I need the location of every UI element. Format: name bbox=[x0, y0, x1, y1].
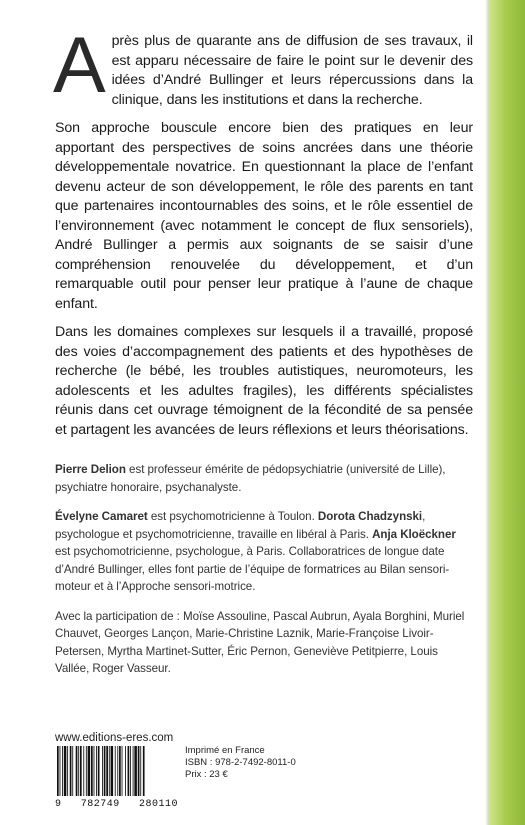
barcode-bar bbox=[111, 746, 114, 796]
barcode-bar bbox=[106, 746, 108, 796]
printed-in: Imprimé en France bbox=[185, 745, 265, 756]
camaret-bio-text: est psychomotricienne à Toulon. bbox=[147, 510, 318, 523]
barcode-bar bbox=[57, 746, 59, 796]
barcode-bar bbox=[80, 746, 82, 796]
drop-cap: A bbox=[53, 20, 106, 109]
barcode-bar bbox=[130, 746, 131, 796]
barcode-bar bbox=[104, 746, 106, 796]
barcode-bar bbox=[67, 746, 68, 796]
barcode-bar bbox=[83, 746, 84, 796]
barcode-bar bbox=[60, 746, 61, 796]
author-name-camaret: Évelyne Camaret bbox=[55, 510, 148, 523]
barcode-bar bbox=[102, 746, 103, 796]
barcode-bar bbox=[143, 746, 145, 796]
barcode-bar bbox=[134, 746, 137, 796]
book-price: Prix : 23 € bbox=[185, 769, 228, 780]
barcode-bar bbox=[62, 746, 63, 796]
barcode-bar bbox=[138, 746, 140, 796]
barcode-bar bbox=[125, 746, 126, 796]
barcode-bar bbox=[117, 746, 118, 796]
isbn-number: ISBN : 978-2-7492-8011-0 bbox=[185, 757, 296, 768]
barcode-bar bbox=[72, 746, 73, 796]
barcode-bar bbox=[91, 746, 93, 796]
barcode-digit-right: 280110 bbox=[138, 799, 178, 810]
barcode-bar bbox=[98, 746, 100, 796]
coauthors-bio bbox=[55, 508, 473, 596]
author-name-chadzynski: Dorota Chadzynski bbox=[317, 510, 423, 523]
author-name-kloeckner: Anja Kloëckner bbox=[372, 527, 456, 541]
barcode-digits bbox=[55, 799, 178, 810]
author-name-delion: Pierre Delion bbox=[55, 463, 126, 476]
barcode-bar bbox=[133, 746, 134, 796]
isbn-barcode bbox=[55, 746, 178, 796]
participants-list: Avec la participation de : Moïse Assouline, Pascal Aubrun, Ayala Borghini, Muriel Chauvet, Georges Lançon, Marie-Christine Laznik, Marie-Françoise Livoir-Petersen, Myrtha Martinet-Sutter, Éric Pernon, Geneviève Petitpierre, Louis Vallée, Roger Vasseur. bbox=[55, 609, 465, 675]
approach-paragraph: Son approche bouscule encore bien des pratiques en leur apportant des perspectives de soins ancrées dans une théorie développementale novatrice. En questionnant la place de l’enfant devenu acteur de son développement, le rôle des parents en tant que partenaires incontournables des soins, et le rôle essentiel de l’environnement (avec notamment le concept de flux sensoriels), André Bullinger a permis aux soignants de se saisir d’une compréhension renouvelée du développement, et d’un remarquable outil pour penser leur pratique à l’aune de chaque enfant. bbox=[55, 120, 473, 312]
intro-text: près plus de quarante ans de diffusion de ses travaux, il est apparu nécessaire de faire le point sur le devenir des idées d’André Bullinger et leurs répercussions dans la clinique, dans les institutions et dans la recherche. bbox=[111, 33, 473, 108]
barcode-digit-prefix: 9 bbox=[55, 799, 62, 810]
barcode-bar bbox=[140, 746, 141, 796]
publication-info bbox=[185, 745, 296, 781]
barcode-bar bbox=[86, 746, 87, 796]
barcode-digit-left: 782749 bbox=[80, 799, 120, 810]
barcode-bar bbox=[76, 746, 78, 796]
barcode-bar bbox=[119, 746, 121, 796]
barcode-bar bbox=[94, 746, 95, 796]
barcode-bar bbox=[64, 746, 67, 796]
publisher-website[interactable]: www.editions-eres.com bbox=[55, 732, 174, 744]
barcode-bar bbox=[78, 746, 79, 796]
kloeckner-bio-text: est psychomotricienne, psychologue, à Paris. Collaboratrices de longue date d’André Bullinger, elles font partie de l’équipe de formatrices au Bilan sensori-moteur et à l’Approche sensori-motrice. bbox=[55, 545, 450, 593]
barcode-bar bbox=[96, 746, 97, 796]
barcode-bar bbox=[122, 746, 123, 796]
barcode-bar bbox=[115, 746, 116, 796]
barcode-bar bbox=[109, 746, 110, 796]
intro-paragraph bbox=[53, 20, 473, 110]
domains-paragraph: Dans les domaines complexes sur lesquels il a travaillé, proposé des voies d’accompagnement des patients et des hypothèses de recherche (le bébé, les troubles autistiques, neuromoteurs, les adolescents et les adultes fragiles), les différents spécialistes réunis dans cet ouvrage témoignent de la fécondité de sa pensée et partagent les avancées de leurs réflexions et leurs théorisations. bbox=[55, 324, 473, 438]
chadzynski-bio-text: , psychologue et psychomotricienne, travaille en libéral à Paris. bbox=[55, 510, 426, 541]
barcode-bar bbox=[88, 746, 91, 796]
back-cover-text bbox=[53, 20, 473, 690]
barcode-bar bbox=[70, 746, 72, 796]
barcode-bar bbox=[128, 746, 130, 796]
green-spine-edge bbox=[489, 0, 525, 825]
publisher-footer bbox=[55, 731, 455, 811]
delion-bio bbox=[55, 461, 473, 496]
delion-bio-text: est professeur émérite de pédopsychiatrie (université de Lille), psychiatre honoraire, psychanalyste. bbox=[55, 463, 446, 494]
